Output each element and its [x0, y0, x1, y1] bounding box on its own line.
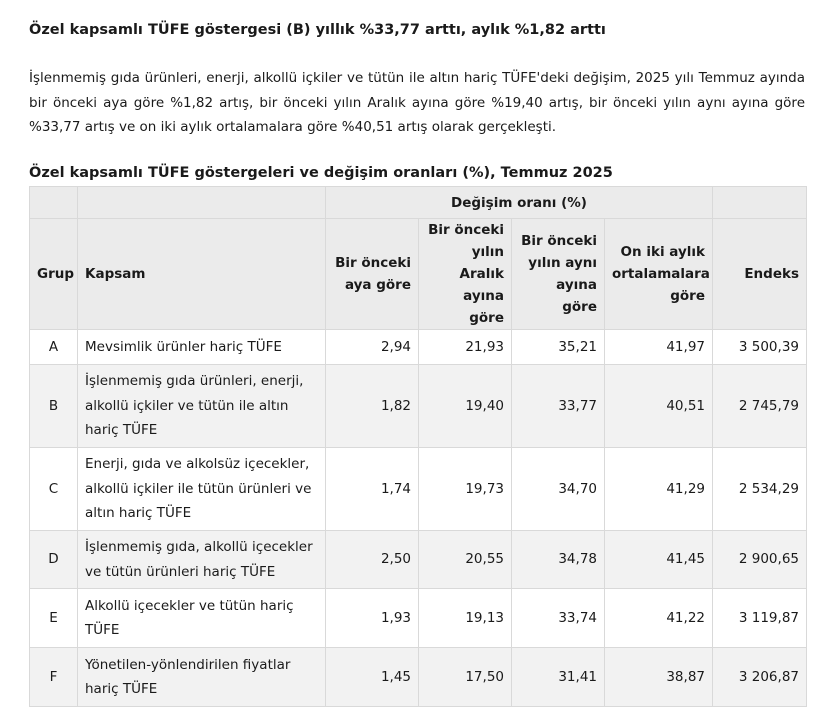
col-header-endeks: Endeks — [713, 219, 807, 330]
cell-prev-december: 19,73 — [419, 448, 512, 531]
cell-prev-december: 19,13 — [419, 589, 512, 648]
cell-prev-month: 2,50 — [326, 531, 419, 589]
cell-12m-avg: 41,29 — [605, 448, 713, 531]
cell-kapsam: Yönetilen-yönlendirilen fiyatlar hariç TÜFE — [78, 648, 326, 707]
cell-prev-december: 21,93 — [419, 330, 512, 365]
cell-kapsam: Enerji, gıda ve alkolsüz içecekler, alkollü içkiler ile tütün ürünleri ve altın hariç TÜFE — [78, 448, 326, 531]
cell-endeks: 2 534,29 — [713, 448, 807, 531]
cell-prev-december: 19,40 — [419, 365, 512, 448]
cell-same-month: 31,41 — [512, 648, 605, 707]
header-spacer — [713, 187, 807, 219]
cell-12m-avg: 38,87 — [605, 648, 713, 707]
cell-kapsam: Alkollü içecekler ve tütün hariç TÜFE — [78, 589, 326, 648]
cell-kapsam: İşlenmemiş gıda, alkollü içecekler ve tütün ürünleri hariç TÜFE — [78, 531, 326, 589]
cell-prev-month: 1,82 — [326, 365, 419, 448]
cell-endeks: 2 900,65 — [713, 531, 807, 589]
cpi-indicators-table — [29, 186, 807, 707]
table-row — [30, 330, 807, 365]
cell-grup: C — [30, 448, 78, 531]
col-header-kapsam: Kapsam — [78, 219, 326, 330]
cell-endeks: 3 206,87 — [713, 648, 807, 707]
cell-prev-month: 1,45 — [326, 648, 419, 707]
header-spacer — [78, 187, 326, 219]
cell-12m-avg: 40,51 — [605, 365, 713, 448]
cell-12m-avg: 41,22 — [605, 589, 713, 648]
col-header-same-month: Bir önceki yılın aynı ayına göre — [512, 219, 605, 330]
cell-12m-avg: 41,97 — [605, 330, 713, 365]
cell-same-month: 33,77 — [512, 365, 605, 448]
change-rate-group-header: Değişim oranı (%) — [326, 187, 713, 219]
cell-prev-month: 2,94 — [326, 330, 419, 365]
table-header-row — [30, 219, 807, 330]
cell-prev-december: 20,55 — [419, 531, 512, 589]
cell-12m-avg: 41,45 — [605, 531, 713, 589]
cell-endeks: 3 500,39 — [713, 330, 807, 365]
cell-same-month: 34,70 — [512, 448, 605, 531]
table-header-row-top — [30, 187, 807, 219]
cell-kapsam: Mevsimlik ürünler hariç TÜFE — [78, 330, 326, 365]
cell-same-month: 35,21 — [512, 330, 605, 365]
cell-grup: D — [30, 531, 78, 589]
col-header-prev-month: Bir önceki aya göre — [326, 219, 419, 330]
cell-grup: F — [30, 648, 78, 707]
cell-prev-month: 1,93 — [326, 589, 419, 648]
cell-same-month: 33,74 — [512, 589, 605, 648]
cell-grup: A — [30, 330, 78, 365]
col-header-prev-december: Bir önceki yılın Aralık ayına göre — [419, 219, 512, 330]
table-row — [30, 648, 807, 707]
cell-endeks: 2 745,79 — [713, 365, 807, 448]
table-title: Özel kapsamlı TÜFE göstergeleri ve değişim oranları (%), Temmuz 2025 — [29, 165, 613, 181]
cell-endeks: 3 119,87 — [713, 589, 807, 648]
table-row — [30, 531, 807, 589]
summary-paragraph: İşlenmemiş gıda ürünleri, enerji, alkollü içkiler ve tütün ile altın hariç TÜFE'deki değişim, 2025 yılı Temmuz ayında bir önceki aya göre %1,82 artış, bir önceki yılın Aralık ayına göre %19,40 artış, bir önceki yılın aynı ayına göre %33,77 artış ve on iki aylık ortalamalara göre %40,51 artış olarak gerçekleşti. — [29, 70, 805, 135]
col-header-grup: Grup — [30, 219, 78, 330]
cell-same-month: 34,78 — [512, 531, 605, 589]
table-row — [30, 448, 807, 531]
cell-prev-december: 17,50 — [419, 648, 512, 707]
cell-kapsam: İşlenmemiş gıda ürünleri, enerji, alkollü içkiler ve tütün ile altın hariç TÜFE — [78, 365, 326, 448]
table-row — [30, 589, 807, 648]
col-header-12m-avg: On iki aylık ortalamalara göre — [605, 219, 713, 330]
header-spacer — [30, 187, 78, 219]
cell-prev-month: 1,74 — [326, 448, 419, 531]
table-row — [30, 365, 807, 448]
cell-grup: E — [30, 589, 78, 648]
cell-grup: B — [30, 365, 78, 448]
article-heading: Özel kapsamlı TÜFE göstergesi (B) yıllık %33,77 arttı, aylık %1,82 arttı — [29, 22, 606, 38]
